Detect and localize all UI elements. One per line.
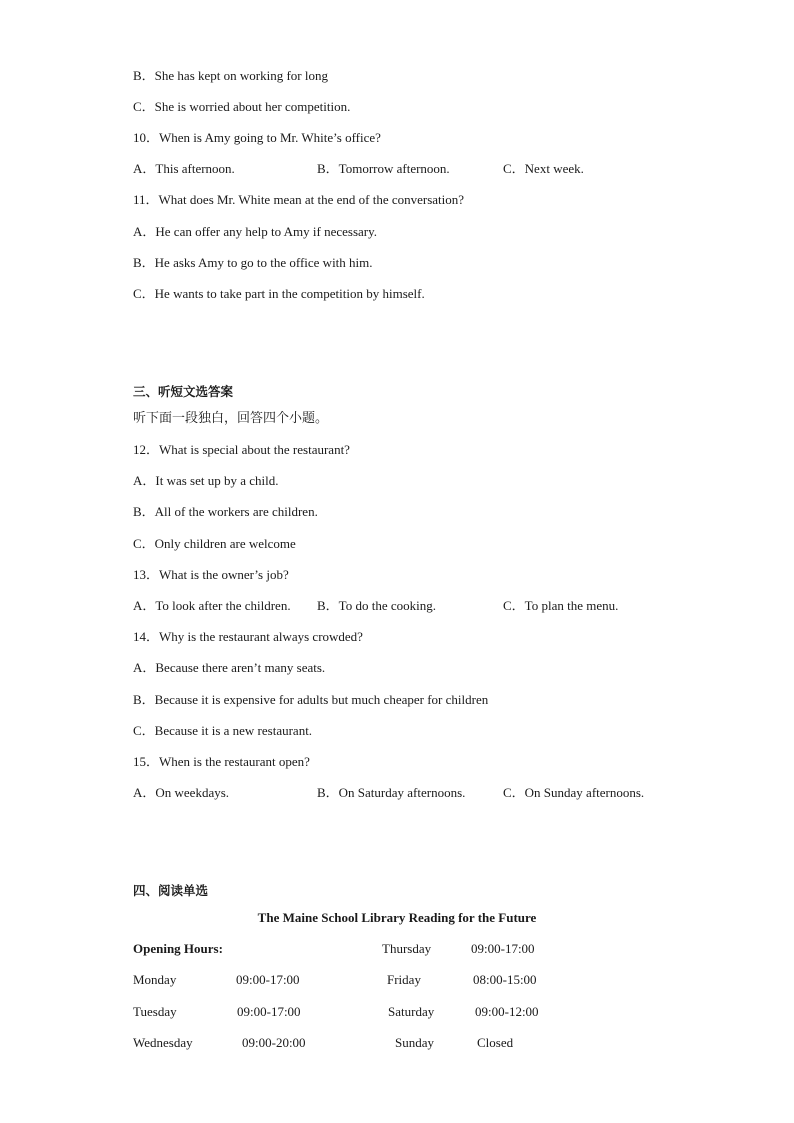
q10-option-c: C．Next week. xyxy=(503,161,584,176)
hours-time-sunday: Closed xyxy=(477,1035,514,1050)
q13-option-b: B．To do the cooking. xyxy=(317,598,436,613)
q13-question: 13．What is the owner’s job? xyxy=(133,567,289,582)
q14-option-b: B．Because it is expensive for adults but much cheaper for children xyxy=(133,692,489,707)
hours-day-wednesday: Wednesday xyxy=(133,1035,193,1050)
q15-question: 15．When is the restaurant open? xyxy=(133,754,310,769)
q15-option-c: C．On Sunday afternoons. xyxy=(503,785,645,800)
section4-title: 四、阅读单选 xyxy=(133,883,209,898)
q10-question: 10．When is Amy going to Mr. White’s office? xyxy=(133,130,381,145)
q15-option-a: A．On weekdays. xyxy=(133,785,230,800)
hours-time-wednesday: 09:00-20:00 xyxy=(242,1035,306,1050)
q11-option-b: B．He asks Amy to go to the office with him. xyxy=(133,255,373,270)
q13-option-c: C．To plan the menu. xyxy=(503,598,619,613)
q11-option-c: C．He wants to take part in the competition by himself. xyxy=(133,286,425,301)
q10-option-b: B．Tomorrow afternoon. xyxy=(317,161,450,176)
hours-day-sunday: Sunday xyxy=(395,1035,434,1050)
hours-day-monday: Monday xyxy=(133,972,177,987)
q15-option-b: B．On Saturday afternoons. xyxy=(317,785,466,800)
q9-option-b: B．She has kept on working for long xyxy=(133,68,328,83)
hours-time-thursday: 09:00-17:00 xyxy=(471,941,535,956)
q14-option-a: A．Because there aren’t many seats. xyxy=(133,660,326,675)
passage-title: The Maine School Library Reading for the Future xyxy=(257,910,537,925)
q13-option-a: A．To look after the children. xyxy=(133,598,291,613)
q12-option-c: C．Only children are welcome xyxy=(133,536,296,551)
q12-option-b: B．All of the workers are children. xyxy=(133,504,318,519)
hours-time-monday: 09:00-17:00 xyxy=(236,972,300,987)
q12-option-a: A．It was set up by a child. xyxy=(133,473,279,488)
hours-time-saturday: 09:00-12:00 xyxy=(475,1004,539,1019)
q11-question: 11．What does Mr. White mean at the end of the conversation? xyxy=(133,192,465,207)
opening-hours-label: Opening Hours: xyxy=(133,941,223,956)
q9-option-c: C．She is worried about her competition. xyxy=(133,99,351,114)
section3-title: 三、听短文选答案 xyxy=(133,384,234,399)
q12-question: 12．What is special about the restaurant? xyxy=(133,442,350,457)
section3-instruction: 听下面一段独白，回答四个小题。 xyxy=(133,411,329,426)
hours-day-friday: Friday xyxy=(387,972,421,987)
q10-option-a: A．This afternoon. xyxy=(133,161,235,176)
q14-question: 14．Why is the restaurant always crowded? xyxy=(133,629,363,644)
hours-day-thursday: Thursday xyxy=(382,941,432,956)
q14-option-c: C．Because it is a new restaurant. xyxy=(133,723,313,738)
hours-day-tuesday: Tuesday xyxy=(133,1004,177,1019)
q11-option-a: A．He can offer any help to Amy if necessary. xyxy=(133,224,378,239)
hours-time-friday: 08:00-15:00 xyxy=(473,972,537,987)
hours-day-saturday: Saturday xyxy=(388,1004,435,1019)
hours-time-tuesday: 09:00-17:00 xyxy=(237,1004,301,1019)
